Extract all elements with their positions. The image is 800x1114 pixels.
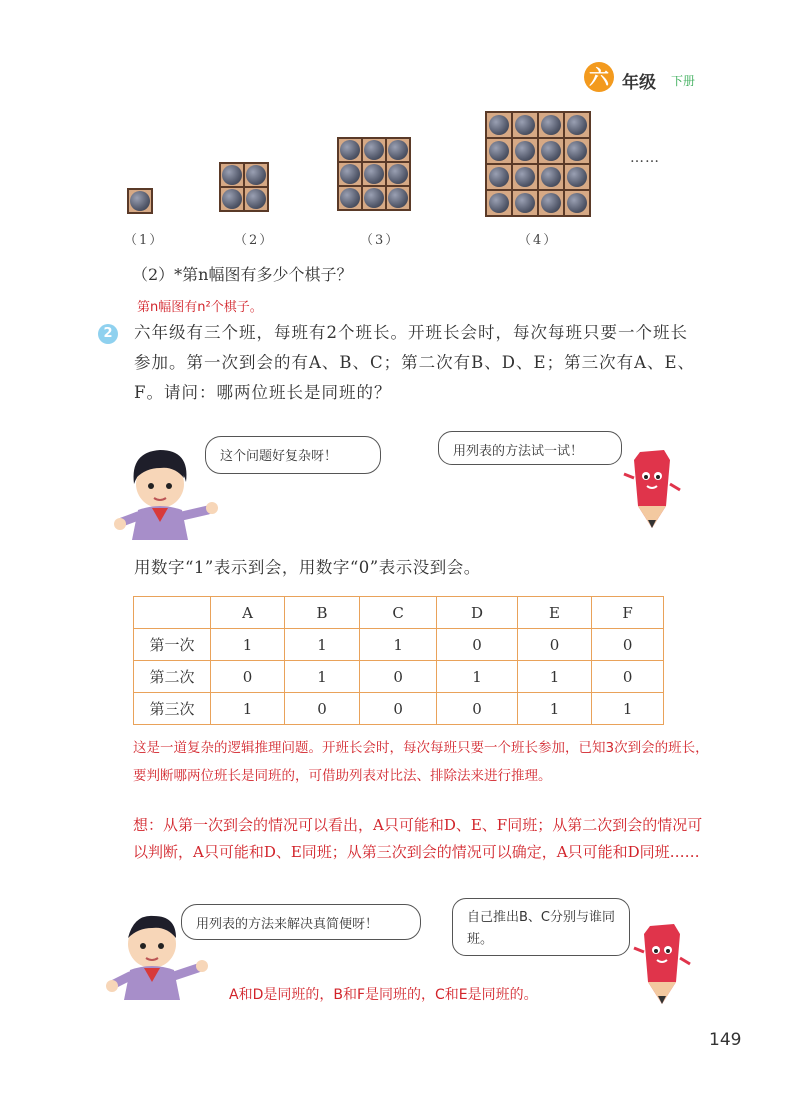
figure-label-2: （2） xyxy=(234,233,275,248)
chess-figure-1 xyxy=(127,188,153,214)
table-cell: 1 xyxy=(517,693,592,725)
chess-stone-icon xyxy=(515,193,535,213)
table-row xyxy=(134,661,664,693)
chess-stone-icon xyxy=(130,191,150,211)
page-number: 149 xyxy=(709,1030,742,1050)
chess-stone-icon xyxy=(541,115,561,135)
table-cell: 1 xyxy=(592,693,664,725)
chess-stone-icon xyxy=(364,164,384,184)
row-label: 第三次 xyxy=(134,693,211,725)
table-cell: 0 xyxy=(437,693,517,725)
speech-bubble-pencil-2 xyxy=(452,898,630,956)
final-answer: A和D是同班的，B和F是同班的，C和E是同班的。 xyxy=(229,987,538,1003)
chess-stone-icon xyxy=(489,193,509,213)
chess-stone-icon xyxy=(567,141,587,161)
chess-stone-icon xyxy=(567,115,587,135)
chess-stone-icon xyxy=(222,165,242,185)
table-cell: 0 xyxy=(437,629,517,661)
chess-figure-4 xyxy=(485,111,591,217)
table-cell: 0 xyxy=(592,661,664,693)
table-cell: 0 xyxy=(211,661,285,693)
chess-stone-icon xyxy=(364,140,384,160)
question-2: （2）*第n幅图有多少个棋子？ xyxy=(132,265,353,284)
chess-stone-icon xyxy=(541,167,561,187)
speech-bubble-boy-1 xyxy=(205,436,381,474)
speech-bubble-pencil-1 xyxy=(438,431,622,465)
row-label: 第二次 xyxy=(134,661,211,693)
speech-text-pencil-1: 用列表的方法试一试！ xyxy=(453,444,584,459)
chess-stone-icon xyxy=(515,167,535,187)
grade-badge: 六 xyxy=(584,62,614,92)
table-header-cell xyxy=(134,597,211,629)
table-header-row xyxy=(134,597,664,629)
table-cell: 1 xyxy=(359,629,436,661)
table-row xyxy=(134,693,664,725)
table-row xyxy=(134,629,664,661)
chess-stone-icon xyxy=(388,164,408,184)
figure-label-3: （3） xyxy=(360,233,401,248)
row-label: 第一次 xyxy=(134,629,211,661)
thinking-note: 想：从第一次到会的情况可以看出，A只可能和D、E、F同班；从第二次到会的情况可以判断，A只可能和D、E同班；从第三次到会的情况可以确定，A只可能和D同班…… xyxy=(133,816,703,861)
chess-stone-icon xyxy=(489,115,509,135)
table-header-cell: F xyxy=(592,597,664,629)
table-header-cell: D xyxy=(437,597,517,629)
table-cell: 0 xyxy=(517,629,592,661)
table-intro: 用数字“1”表示到会，用数字“0”表示没到会。 xyxy=(134,558,481,577)
speech-bubble-boy-2 xyxy=(181,904,421,940)
figure-label-1: （1） xyxy=(124,233,165,248)
problem-number-badge: 2 xyxy=(98,324,118,344)
explanation-note: 这是一道复杂的逻辑推理问题。开班长会时，每次每班只要一个班长参加，已知3次到会的班长，要判断哪两位班长是同班的，可借助列表对比法、排除法来进行推理。 xyxy=(133,740,709,784)
attendance-table xyxy=(133,596,664,725)
chess-stone-icon xyxy=(567,167,587,187)
chess-stone-icon xyxy=(364,188,384,208)
chess-figure-2 xyxy=(219,162,269,212)
table-cell: 1 xyxy=(211,629,285,661)
problem-text: 六年级有三个班，每班有2个班长。开班长会时，每次每班只要一个班长参加。第一次到会的有A、B、C；第二次有B、D、E；第三次有A、E、F。请问：哪两位班长是同班的？ xyxy=(134,323,696,402)
table-header-cell: B xyxy=(284,597,359,629)
table-cell: 0 xyxy=(359,693,436,725)
speech-text-boy-1: 这个问题好复杂呀！ xyxy=(220,449,338,464)
chess-stone-icon xyxy=(388,188,408,208)
chess-stone-icon xyxy=(246,189,266,209)
chess-figure-3 xyxy=(337,137,411,211)
chess-stone-icon xyxy=(489,141,509,161)
chess-stone-icon xyxy=(340,164,360,184)
chess-stone-icon xyxy=(515,115,535,135)
table-header-cell: C xyxy=(359,597,436,629)
chess-stone-icon xyxy=(489,167,509,187)
chess-stone-icon xyxy=(246,165,266,185)
speech-text-boy-2: 用列表的方法来解决真简便呀！ xyxy=(196,917,379,932)
figure-ellipsis: …… xyxy=(630,150,660,166)
chess-stone-icon xyxy=(515,141,535,161)
table-cell: 1 xyxy=(211,693,285,725)
table-cell: 0 xyxy=(592,629,664,661)
table-cell: 0 xyxy=(284,693,359,725)
table-cell: 1 xyxy=(284,629,359,661)
table-cell: 1 xyxy=(517,661,592,693)
pencil-character-icon-2 xyxy=(632,924,694,1006)
pencil-character-icon-1 xyxy=(622,450,684,530)
volume-label: 下册 xyxy=(671,74,696,88)
table-header-cell: E xyxy=(517,597,592,629)
table-cell: 0 xyxy=(359,661,436,693)
chess-stone-icon xyxy=(340,140,360,160)
answer-2-handwritten: 第n幅图有n²个棋子。 xyxy=(137,300,263,315)
table-cell: 1 xyxy=(284,661,359,693)
chess-stone-icon xyxy=(340,188,360,208)
chess-stone-icon xyxy=(388,140,408,160)
chess-stone-icon xyxy=(222,189,242,209)
chess-stone-icon xyxy=(567,193,587,213)
table-header-cell: A xyxy=(211,597,285,629)
speech-text-pencil-2: 自己推出B、C分别与谁同班。 xyxy=(467,910,615,947)
figure-label-4: （4） xyxy=(518,233,559,248)
chess-stone-icon xyxy=(541,193,561,213)
grade-label: 年级 xyxy=(622,73,656,93)
chess-stone-icon xyxy=(541,141,561,161)
table-cell: 1 xyxy=(437,661,517,693)
